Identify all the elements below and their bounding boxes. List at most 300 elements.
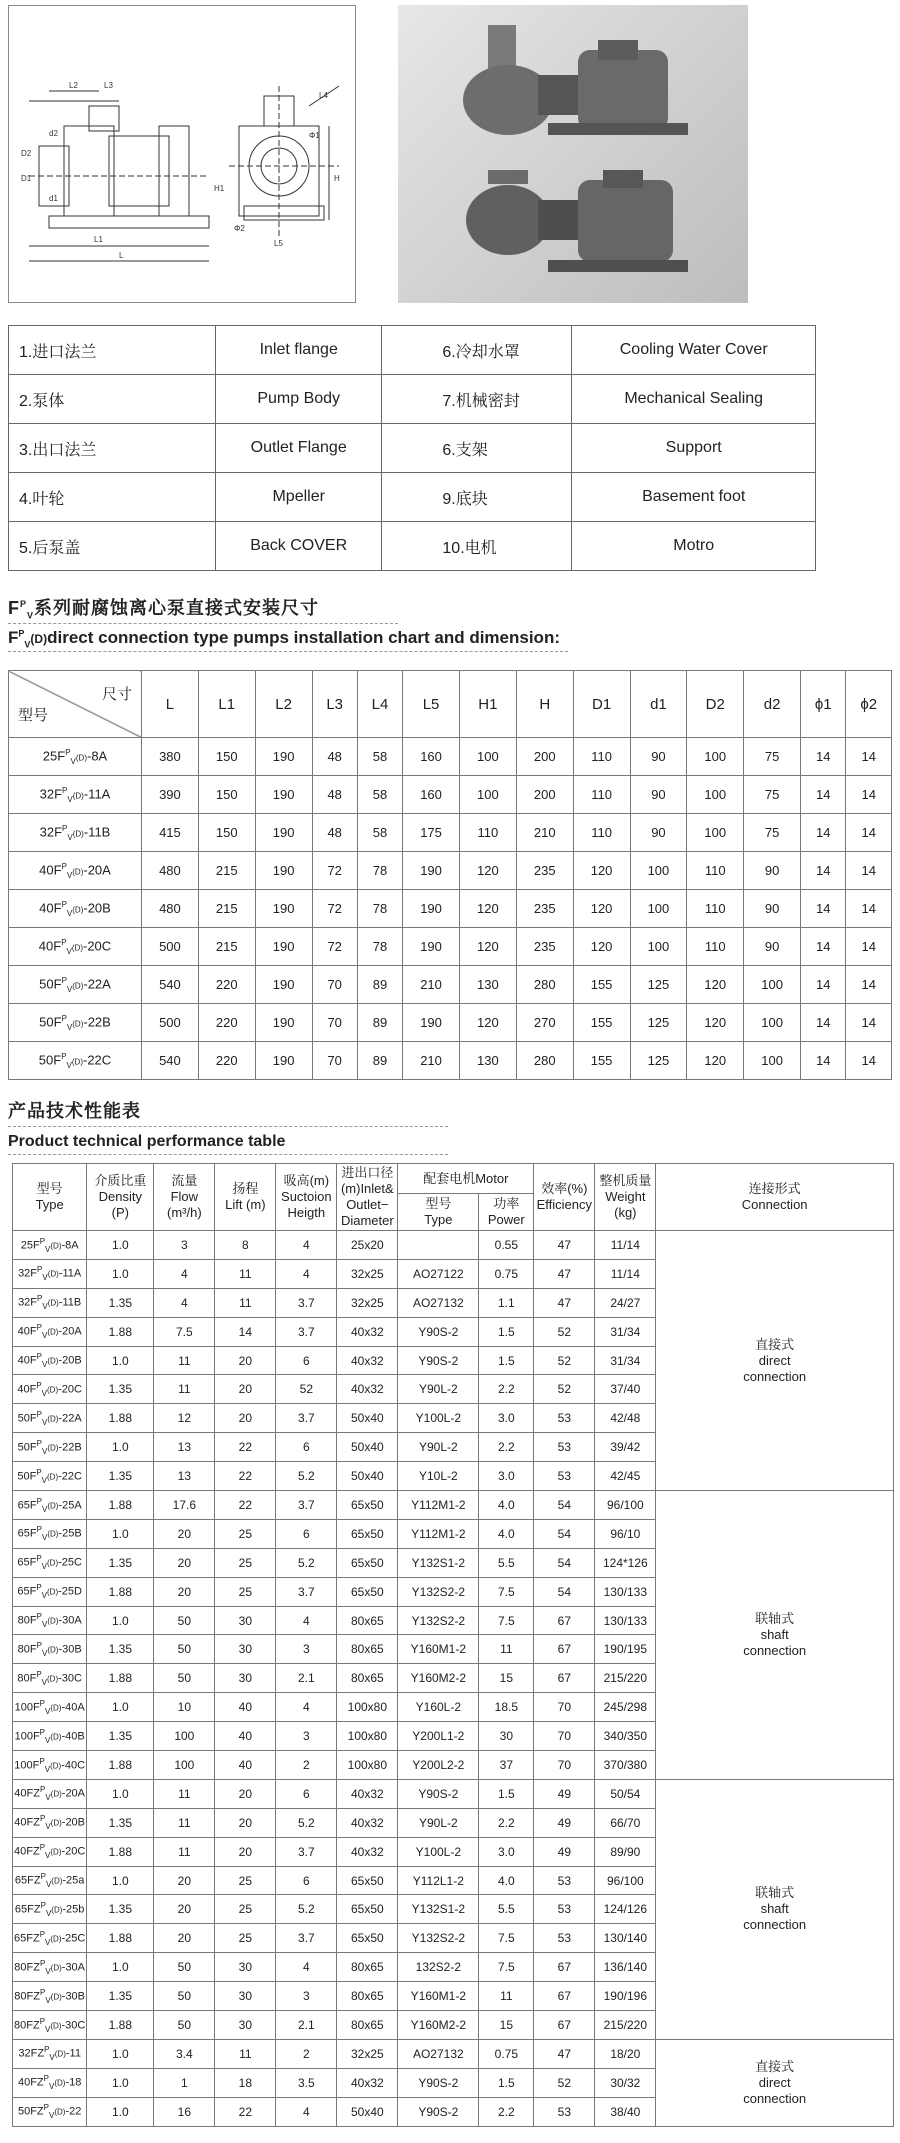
part-name-en: Motro	[572, 522, 816, 571]
perf-model-cell	[13, 1346, 87, 1375]
perf-title-en: Product technical performance table	[8, 1133, 286, 1150]
perf-value-cell: 70	[534, 1722, 595, 1751]
perf-value-cell: 50	[154, 1635, 215, 1664]
perf-value-cell: 11	[154, 1346, 215, 1375]
model-suffix: -25C	[61, 1932, 86, 1945]
perf-value-cell: 1.5	[479, 2068, 534, 2097]
model-sup: P	[39, 1958, 46, 1968]
model-d: (D)	[47, 1587, 59, 1597]
perf-value-cell: 1.5	[479, 1346, 534, 1375]
perf-value-cell: 3.0	[479, 1462, 534, 1491]
model-d: (D)	[50, 1761, 62, 1771]
perf-value-cell: 40x32	[337, 1779, 398, 1808]
dims-value-cell: 150	[198, 814, 255, 852]
dims-value-cell: 120	[459, 1004, 516, 1042]
model-suffix: -11A	[83, 785, 111, 801]
perf-value-cell: 1.35	[87, 1635, 154, 1664]
perf-value-cell: 18	[215, 2068, 276, 2097]
dims-value-cell: 235	[516, 928, 573, 966]
perf-value-cell: 52	[534, 1317, 595, 1346]
dims-value-cell: 190	[403, 1004, 460, 1042]
conn-cn: 联轴式	[755, 1610, 795, 1626]
model-sup: P	[39, 1814, 46, 1824]
model-suffix: -22C	[58, 1470, 82, 1483]
dims-value-cell: 89	[357, 966, 402, 1004]
th-diameter-line: 进出口径	[341, 1165, 394, 1180]
perf-value-cell: 2.2	[479, 1375, 534, 1404]
perf-value-cell: 3.0	[479, 1837, 534, 1866]
dims-value-cell: 14	[801, 776, 846, 814]
dims-column-header: ϕ2	[846, 671, 892, 738]
perf-title-cn: 产品技术性能表	[8, 1101, 141, 1121]
perf-value-cell: 32x25	[337, 1259, 398, 1288]
dims-value-cell: 14	[846, 1004, 892, 1042]
dims-value-cell: 90	[744, 928, 801, 966]
dims-value-cell: 215	[198, 852, 255, 890]
perf-value-cell: 70	[534, 1751, 595, 1780]
dims-value-cell: 110	[687, 928, 744, 966]
perf-model-cell	[13, 1259, 87, 1288]
parts-row	[9, 473, 816, 522]
model-suffix: -22A	[83, 975, 111, 991]
dims-value-cell: 14	[846, 966, 892, 1004]
perf-value-cell: 5.2	[276, 1548, 337, 1577]
dims-model-cell	[9, 1004, 142, 1042]
perf-model-cell	[13, 1404, 87, 1433]
model-sup: P	[61, 975, 67, 985]
th-flow	[154, 1164, 215, 1231]
dims-value-cell: 120	[687, 966, 744, 1004]
model-d: (D)	[50, 1963, 62, 1973]
perf-value-cell: 40x32	[337, 1375, 398, 1404]
dims-value-cell: 100	[744, 966, 801, 1004]
th-suction-line: Heigth	[287, 1205, 326, 1220]
model-d: (D)	[54, 2079, 66, 2088]
model-d: (D)	[50, 2021, 62, 2031]
perf-value-cell: 3.7	[276, 1404, 337, 1433]
th-density-line: Density	[98, 1189, 142, 1204]
model-prefix: 40F	[17, 1383, 37, 1396]
perf-value-cell: 54	[534, 1577, 595, 1606]
model-prefix: 50FZ	[17, 2105, 44, 2118]
model-suffix: -22B	[58, 1441, 82, 1454]
dims-column-header: L2	[255, 671, 312, 738]
perf-value-cell: 12	[154, 1404, 215, 1433]
dims-value-cell: 110	[459, 814, 516, 852]
perf-value-cell: 11	[215, 1288, 276, 1317]
perf-value-cell: 50x40	[337, 2097, 398, 2126]
perf-value-cell: 53	[534, 1924, 595, 1953]
dims-column-header: L4	[357, 671, 402, 738]
model-sup: P	[39, 1987, 46, 1997]
perf-value-cell: Y132S1-2	[398, 1895, 479, 1924]
dims-value-cell: 72	[312, 852, 357, 890]
model-sub: V	[45, 1851, 51, 1861]
perf-row	[13, 2039, 894, 2068]
th-flow-line: Flow	[170, 1189, 199, 1204]
model-sup: P	[36, 1380, 42, 1390]
perf-value-cell: 3	[154, 1231, 215, 1260]
section-installation-title	[8, 594, 888, 652]
section-performance-title	[8, 1097, 888, 1155]
dims-value-cell: 480	[142, 852, 199, 890]
perf-value-cell: 80x65	[337, 1664, 398, 1693]
dims-value-cell: 110	[573, 738, 630, 776]
dims-value-cell: 110	[573, 814, 630, 852]
perf-value-cell: 30	[215, 1982, 276, 2011]
perf-value-cell: 54	[534, 1519, 595, 1548]
dims-value-cell: 190	[255, 966, 312, 1004]
perf-value-cell: 11	[479, 1982, 534, 2011]
model-sup: P	[40, 1872, 46, 1882]
model-sup: P	[40, 1901, 46, 1910]
model-suffix: -25D	[58, 1585, 82, 1598]
th-motor	[398, 1164, 534, 1194]
perf-value-cell: 100x80	[337, 1722, 398, 1751]
dims-value-cell: 70	[312, 1004, 357, 1042]
dims-value-cell: 89	[357, 1004, 402, 1042]
perf-value-cell: 22	[215, 1462, 276, 1491]
dims-value-cell: 125	[630, 1042, 687, 1080]
dims-value-cell: 110	[573, 776, 630, 814]
perf-value-cell: 1.0	[87, 2039, 154, 2068]
model-suffix: -11	[65, 2048, 81, 2061]
model-sup: P	[39, 1785, 46, 1795]
model-sup: P	[36, 1554, 42, 1564]
model-sub: V	[67, 832, 73, 842]
model-d: (D)	[51, 1905, 63, 1915]
perf-value-cell: 11	[154, 1779, 215, 1808]
perf-value-cell: 25	[215, 1924, 276, 1953]
part-name-en: Basement foot	[572, 473, 816, 522]
model-suffix: -25b	[62, 1903, 85, 1916]
model-d: (D)	[72, 866, 84, 876]
model-prefix: 40F	[17, 1354, 37, 1367]
model-suffix: -40C	[61, 1759, 86, 1772]
model-sub: V	[49, 2053, 55, 2063]
perf-value-cell: 5.5	[479, 1548, 534, 1577]
perf-value-cell: Y200L2-2	[398, 1751, 479, 1780]
perf-value-cell: 40x32	[337, 1317, 398, 1346]
th-diameter-line: Diameter	[340, 1213, 394, 1228]
dims-value-cell: 480	[142, 890, 199, 928]
model-suffix: -20A	[61, 1788, 86, 1801]
perf-value-cell: 20	[215, 1346, 276, 1375]
th-efficiency-line: 效率(%)	[541, 1181, 588, 1196]
model-d: (D)	[50, 1818, 62, 1828]
part-name-cn: 2.泵体	[9, 375, 216, 424]
perf-value-cell: 25	[215, 1895, 276, 1924]
dims-value-cell: 155	[573, 1042, 630, 1080]
dims-value-cell: 190	[255, 814, 312, 852]
perf-value-cell: 4	[276, 1693, 337, 1722]
perf-value-cell: 20	[154, 1924, 215, 1953]
dims-value-cell: 500	[142, 928, 199, 966]
perf-model-cell	[13, 1837, 87, 1866]
perf-value-cell: 96/100	[595, 1866, 656, 1895]
model-suffix: -22C	[83, 1051, 112, 1067]
perf-value-cell: 65x50	[337, 1577, 398, 1606]
perf-value-cell: 50x40	[337, 1462, 398, 1491]
th-motor-type-line: 型号	[425, 1196, 452, 1211]
model-d: (D)	[50, 1703, 62, 1713]
perf-model-cell	[13, 1462, 87, 1491]
perf-value-cell: 39/42	[595, 1433, 656, 1462]
model-sub: V	[41, 1677, 48, 1687]
th-motor-type-line: Type	[424, 1212, 453, 1227]
perf-value-cell: 1.88	[87, 1491, 154, 1520]
th-connection-line: Connection	[741, 1197, 808, 1212]
perf-value-cell: 30	[215, 1664, 276, 1693]
model-d: (D)	[47, 1645, 59, 1655]
conn-en: shaft	[760, 1901, 789, 1917]
perf-value-cell: 3	[276, 1982, 337, 2011]
dims-value-cell: 120	[573, 852, 630, 890]
perf-value-cell: 96/10	[595, 1519, 656, 1548]
perf-value-cell: 4	[276, 2097, 337, 2126]
perf-value-cell: 1.5	[479, 1779, 534, 1808]
perf-value-cell: 1.5	[479, 1317, 534, 1346]
perf-value-cell: 3.7	[276, 1288, 337, 1317]
model-sub: V	[45, 1937, 51, 1947]
perf-value-cell: 16	[154, 2097, 215, 2126]
perf-value-cell: 1.0	[87, 2097, 154, 2126]
dims-value-cell: 190	[255, 890, 312, 928]
perf-value-cell: 80x65	[337, 1953, 398, 1982]
model-sub: V	[41, 1331, 48, 1341]
perf-value-cell: 1.35	[87, 1722, 154, 1751]
dims-row	[9, 738, 892, 776]
perf-value-cell: 3.7	[276, 1837, 337, 1866]
dims-model-cell	[9, 814, 142, 852]
dims-value-cell: 90	[744, 890, 801, 928]
model-prefix: 50F	[17, 1412, 37, 1425]
th-efficiency	[534, 1164, 595, 1231]
drawing-svg	[9, 6, 355, 302]
model-prefix: 65F	[17, 1499, 37, 1512]
dims-row	[9, 814, 892, 852]
perf-value-cell: Y160L-2	[398, 1693, 479, 1722]
dims-column-header: D1	[573, 671, 630, 738]
perf-value-cell: Y90S-2	[398, 2068, 479, 2097]
perf-value-cell: 5.2	[276, 1895, 337, 1924]
section-title-cn: $F^P_V$系列耐腐蚀离心泵直接式安装尺寸	[8, 598, 320, 621]
dims-value-cell: 150	[198, 738, 255, 776]
parts-row	[9, 375, 816, 424]
model-d: (D)	[54, 2050, 66, 2060]
model-suffix: -22	[65, 2105, 82, 2118]
dims-value-cell: 280	[516, 1042, 573, 1080]
perf-value-cell: 1.0	[87, 1259, 154, 1288]
model-sub: V	[41, 1475, 48, 1485]
perf-value-cell: 65x50	[337, 1491, 398, 1520]
perf-value-cell: 2.2	[479, 2097, 534, 2126]
dims-value-cell: 100	[630, 890, 687, 928]
model-d: (D)	[47, 1616, 59, 1626]
dims-value-cell: 175	[403, 814, 460, 852]
perf-value-cell: 2	[276, 1751, 337, 1780]
perf-value-cell: 3.7	[276, 1491, 337, 1520]
model-prefix: 25F	[42, 747, 66, 763]
dimensions-table	[8, 670, 892, 1080]
pump-technical-drawing	[8, 5, 356, 303]
pump-product-photo	[398, 5, 748, 303]
model-sup: P	[43, 2074, 49, 2084]
model-suffix: -11A	[58, 1268, 82, 1281]
perf-value-cell: 1.0	[87, 1866, 154, 1895]
perf-value-cell: Y132S1-2	[398, 1548, 479, 1577]
dims-value-cell: 120	[687, 1004, 744, 1042]
perf-value-cell: AO27132	[398, 2039, 479, 2068]
perf-value-cell: 1.0	[87, 1693, 154, 1722]
model-sup: P	[39, 1236, 46, 1246]
dims-value-cell: 90	[630, 814, 687, 852]
th-flow-line: 流量	[171, 1173, 198, 1188]
perf-value-cell: 3.7	[276, 1317, 337, 1346]
model-prefix: 40FZ	[14, 1788, 40, 1801]
perf-value-cell: 50	[154, 1664, 215, 1693]
dims-value-cell: 70	[312, 1042, 357, 1080]
model-d: (D)	[50, 1847, 62, 1857]
model-sup: P	[61, 1013, 67, 1023]
model-prefix: 65FZ	[14, 1903, 41, 1916]
perf-value-cell: 1.88	[87, 1404, 154, 1433]
th-motor-power-line: 功率	[493, 1196, 520, 1211]
perf-value-cell: Y90L-2	[398, 1433, 479, 1462]
perf-value-cell: 52	[534, 2068, 595, 2097]
perf-value-cell: 22	[215, 1491, 276, 1520]
model-sup: P	[39, 1727, 46, 1737]
perf-value-cell: Y90S-2	[398, 1317, 479, 1346]
perf-value-cell: 53	[534, 1462, 595, 1491]
model-sub: V	[44, 1764, 51, 1774]
perf-value-cell: 17.6	[154, 1491, 215, 1520]
dims-value-cell: 155	[573, 1004, 630, 1042]
parts-table	[8, 325, 816, 571]
perf-model-cell	[13, 1808, 87, 1837]
model-prefix: 80FZ	[14, 1990, 40, 2003]
perf-value-cell: 49	[534, 1779, 595, 1808]
perf-value-cell: 20	[215, 1808, 276, 1837]
perf-value-cell: 1.35	[87, 1288, 154, 1317]
model-sub: V	[70, 756, 76, 766]
model-sup: P	[61, 861, 67, 871]
perf-model-cell	[13, 1866, 87, 1895]
perf-model-cell	[13, 1953, 87, 1982]
perf-value-cell: 11	[154, 1837, 215, 1866]
perf-value-cell: 15	[479, 2011, 534, 2040]
perf-model-cell	[13, 1924, 87, 1953]
dims-value-cell: 540	[142, 966, 199, 1004]
dims-value-cell: 58	[357, 814, 402, 852]
model-sup: P	[65, 747, 71, 757]
dims-value-cell: 110	[687, 890, 744, 928]
th-weight-line: Weight	[605, 1189, 646, 1204]
perf-value-cell: 3.5	[276, 2068, 337, 2097]
part-name-en: Support	[572, 424, 816, 473]
perf-value-cell: 11/14	[595, 1259, 656, 1288]
model-suffix: -20A	[83, 861, 111, 877]
dims-value-cell: 14	[846, 1042, 892, 1080]
model-d: (D)	[47, 1530, 59, 1540]
dims-row	[9, 776, 892, 814]
dims-value-cell: 190	[255, 928, 312, 966]
dims-model-cell	[9, 966, 142, 1004]
perf-value-cell: 1.0	[87, 1953, 154, 1982]
dims-value-cell: 72	[312, 928, 357, 966]
perf-value-cell: 2	[276, 2039, 337, 2068]
dims-value-cell: 160	[403, 738, 460, 776]
model-suffix: -25B	[58, 1528, 82, 1541]
th-diameter-line: Outlet−	[346, 1197, 389, 1212]
model-sup: P	[36, 1583, 42, 1593]
perf-value-cell: 1.88	[87, 1664, 154, 1693]
model-sub: V	[41, 1417, 48, 1427]
perf-value-cell: 11	[215, 1259, 276, 1288]
dims-value-cell: 100	[744, 1042, 801, 1080]
dims-model-cell	[9, 1042, 142, 1080]
th-density-line: 介质比重	[94, 1173, 147, 1188]
drawing-label: H1	[214, 184, 225, 193]
perf-value-cell: 6	[276, 1779, 337, 1808]
model-sub: V	[66, 908, 73, 918]
perf-value-cell: 1.35	[87, 1895, 154, 1924]
dims-value-cell: 14	[846, 776, 892, 814]
model-sup: P	[62, 785, 68, 795]
perf-value-cell: 25x20	[337, 1231, 398, 1260]
perf-row	[13, 1779, 894, 1808]
model-prefix: 32F	[18, 1296, 38, 1309]
conn-cn: 联轴式	[755, 1885, 795, 1901]
part-name-cn: 1.进口法兰	[9, 326, 216, 375]
perf-value-cell: 40x32	[337, 1346, 398, 1375]
perf-model-cell	[13, 1548, 87, 1577]
perf-model-cell	[13, 2068, 87, 2097]
perf-value-cell: 100	[154, 1751, 215, 1780]
perf-value-cell: 30	[215, 2011, 276, 2040]
model-suffix: -22B	[83, 1013, 111, 1029]
perf-value-cell: 30	[215, 1635, 276, 1664]
perf-value-cell: 67	[534, 2011, 595, 2040]
th-model	[13, 1164, 87, 1231]
perf-model-cell	[13, 1491, 87, 1520]
perf-value-cell: 13	[154, 1433, 215, 1462]
dims-value-cell: 14	[846, 738, 892, 776]
perf-value-cell: 20	[154, 1895, 215, 1924]
dims-value-cell: 14	[801, 814, 846, 852]
dims-value-cell: 500	[142, 1004, 199, 1042]
model-d: (D)	[71, 942, 83, 952]
perf-model-cell	[13, 1288, 87, 1317]
model-prefix: 80FZ	[14, 1961, 40, 1974]
perf-value-cell: 53	[534, 1866, 595, 1895]
model-prefix: 100F	[14, 1730, 40, 1743]
perf-value-cell: 20	[154, 1577, 215, 1606]
perf-value-cell: 3	[276, 1722, 337, 1751]
dims-value-cell: 125	[630, 1004, 687, 1042]
dims-value-cell: 90	[630, 738, 687, 776]
model-suffix: -20C	[83, 937, 112, 953]
dims-column-header: L3	[312, 671, 357, 738]
part-name-cn: 3.出口法兰	[9, 424, 216, 473]
perf-value-cell: 65x50	[337, 1548, 398, 1577]
model-suffix: -20B	[58, 1354, 82, 1367]
model-d: (D)	[51, 1876, 63, 1886]
model-sub: V	[45, 1735, 51, 1745]
perf-value-cell: 2.2	[479, 1433, 534, 1462]
dims-value-cell: 14	[801, 966, 846, 1004]
dims-value-cell: 120	[573, 928, 630, 966]
